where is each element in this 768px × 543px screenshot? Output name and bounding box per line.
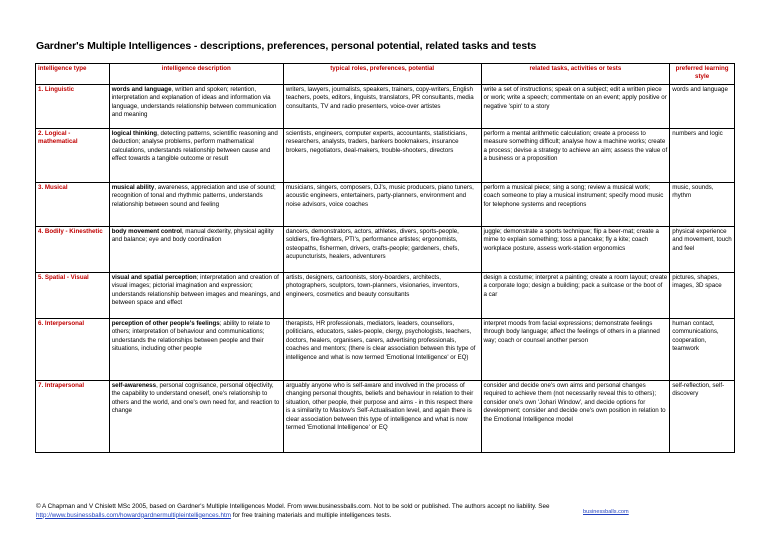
cell-roles: writers, lawyers, journalists, speakers, trainers, copy-writers, English teachers, poets, editors, linguists, translators, PR consultants, media consultants, TV and radio presenters, voice-over artistes [283,85,481,129]
description-rest: ; interpretation and creation of visual images; pictorial imagination and expression; understands relationship between images and meanings, and between space and effect [111,274,281,307]
cell-tasks: perform a musical piece; sing a song; review a musical work; coach someone to play a musical instrument; specify mood music for telephone systems and receptions [481,183,670,227]
cell-style: pictures, shapes, images, 3D space [670,273,735,319]
footer-link[interactable]: http://www.businessballs.com/howardgardnermultipleintelligences.htm [36,511,231,519]
description-lead: logical thinking [111,130,158,137]
cell-style: music, sounds, rhythm [670,183,735,227]
description-lead: perception of other people's feelings [111,320,220,327]
description-rest: , written and spoken; retention, interpretation and explanation of ideas and information via language, understands relationship between communication and meaning [111,86,277,119]
cell-description [109,273,283,319]
cell-description [109,129,283,183]
cell-description [109,85,283,129]
cell-roles: dancers, demonstrators, actors, athletes, divers, sports-people, soldiers, fire-fighters, PTI's, performance artistes; ergonomists, osteopaths, fishermen, drivers, crafts-people; gardeners, chefs, acupuncturists, healers, adventurers [283,227,481,273]
cell-type: 3. Musical [36,183,110,227]
cell-description [109,227,283,273]
cell-roles: arguably anyone who is self-aware and involved in the process of changing personal thoughts, beliefs and behaviour in relation to their situation, other people, their purpose and aims - in this respect there is a similarity to Maslow's Self-Actualisation level, and again there is clear association between this type of intelligence and what is now termed 'Emotional Intelligence' or EQ [283,381,481,453]
cell-description [109,381,283,453]
description-rest: , detecting patterns, scientific reasoning and deduction; analyse problems, perform mathematical calculations, understands relationship between cause and effect towards a tangible outcome or result [111,130,278,163]
cell-tasks: perform a mental arithmetic calculation; create a process to measure something difficult; analyse how a machine works; create a process; devise a strategy to achieve an aim; assess the value of a business or a proposition [481,129,670,183]
brand-link[interactable]: businessballs.com [583,509,629,515]
header-roles: typical roles, preferences, potential [283,64,481,85]
cell-roles: therapists, HR professionals, mediators, leaders, counsellors, politicians, educators, sales-people, clergy, psychologists, teachers, doctors, healers, organisers, carers, advertising professionals, coaches and mentors; (there is clear association between this type of intelligence and what is now termed 'Emotional Intelligence' or EQ) [283,319,481,381]
description-lead: self-awareness [111,382,157,389]
cell-roles: musicians, singers, composers, DJ's, music producers, piano tuners, acoustic engineers, entertainers, party-planners, environment and noise advisors, voice coaches [283,183,481,227]
description-rest: , personal cognisance, personal objectivity, the capability to understand oneself, one's relationship to others and the world, and one's own need for, and reaction to change [111,382,280,415]
description-rest: , awareness, appreciation and use of sound; recognition of tonal and rhythmic patterns, understands relationship between sound and feeling [111,184,276,208]
table-row [36,319,735,381]
cell-style: human contact, communications, cooperation, teamwork [670,319,735,381]
table-header-row [36,64,735,85]
description-lead: words and language [111,86,172,93]
cell-roles: artists, designers, cartoonists, story-boarders, architects, photographers, sculptors, town-planners, visionaries, inventors, engineers, cosmetics and beauty consultants [283,273,481,319]
footer-text-2: for free training materials and multiple intelligences tests. [230,511,392,519]
cell-type: 5. Spatial - Visual [36,273,110,319]
footer-text-1: © A Chapman and V Chislett MSc 2005, based on Gardner's Multiple Intelligences Model. From www.businessballs.com. Not to be sold or published. The authors accept no liability. See [36,503,550,510]
intelligences-table [35,63,735,453]
description-rest: , manual dexterity, physical agility and balance; eye and body coordination [111,228,274,244]
description-lead: body movement control [111,228,182,235]
table-row [36,129,735,183]
table-row [36,273,735,319]
cell-description [109,319,283,381]
description-lead: musical ability [111,184,155,191]
cell-style: self-reflection, self-discovery [670,381,735,453]
table-row [36,227,735,273]
cell-roles: scientists, engineers, computer experts, accountants, statisticians, researchers, analysts, traders, bankers bookmakers, insurance brokers, negotiators, deal-makers, trouble-shooters, directors [283,129,481,183]
cell-tasks: interpret moods from facial expressions; demonstrate feelings through body language; affect the feelings of others in a planned way; coach or counsel another person [481,319,670,381]
cell-type: 6. Interpersonal [36,319,110,381]
cell-description [109,183,283,227]
header-type: intelligence type [36,64,110,85]
cell-style: physical experience and movement, touch and feel [670,227,735,273]
page-title: Gardner's Multiple Intelligences - descriptions, preferences, personal potential, related tasks and tests [36,40,537,52]
cell-type: 7. Intrapersonal [36,381,110,453]
cell-style: numbers and logic [670,129,735,183]
cell-tasks: consider and decide one's own aims and personal changes required to achieve them (not necessarily reveal this to others); consider one's own 'Johari Window', and decide options for development; consider and decide one's own position in relation to the Emotional Intelligence model [481,381,670,453]
footer-copyright [36,503,596,520]
table-row [36,85,735,129]
table-row [36,183,735,227]
cell-type: 2. Logical - mathematical [36,129,110,183]
description-rest: ; ability to relate to others; interpretation of behaviour and communications; understands the relationships between people and their situations, including other people [111,320,270,353]
cell-tasks: juggle; demonstrate a sports technique; flip a beer-mat; create a mime to explain something; toss a pancake; fly a kite; coach workplace posture, assess work-station ergonomics [481,227,670,273]
cell-type: 1. Linguistic [36,85,110,129]
cell-type: 4. Bodily - Kinesthetic [36,227,110,273]
table-row [36,381,735,453]
cell-tasks: write a set of instructions; speak on a subject; edit a written piece or work; write a speech; commentate on an event; apply positive or negative 'spin' to a story [481,85,670,129]
header-tasks: related tasks, activities or tests [481,64,670,85]
description-lead: visual and spatial perception [111,274,197,281]
header-style: preferred learning style [670,64,735,85]
cell-style: words and language [670,85,735,129]
header-description: intelligence description [109,64,283,85]
cell-tasks: design a costume; interpret a painting; create a room layout; create a corporate logo; design a building; pack a suitcase or the boot of a car [481,273,670,319]
